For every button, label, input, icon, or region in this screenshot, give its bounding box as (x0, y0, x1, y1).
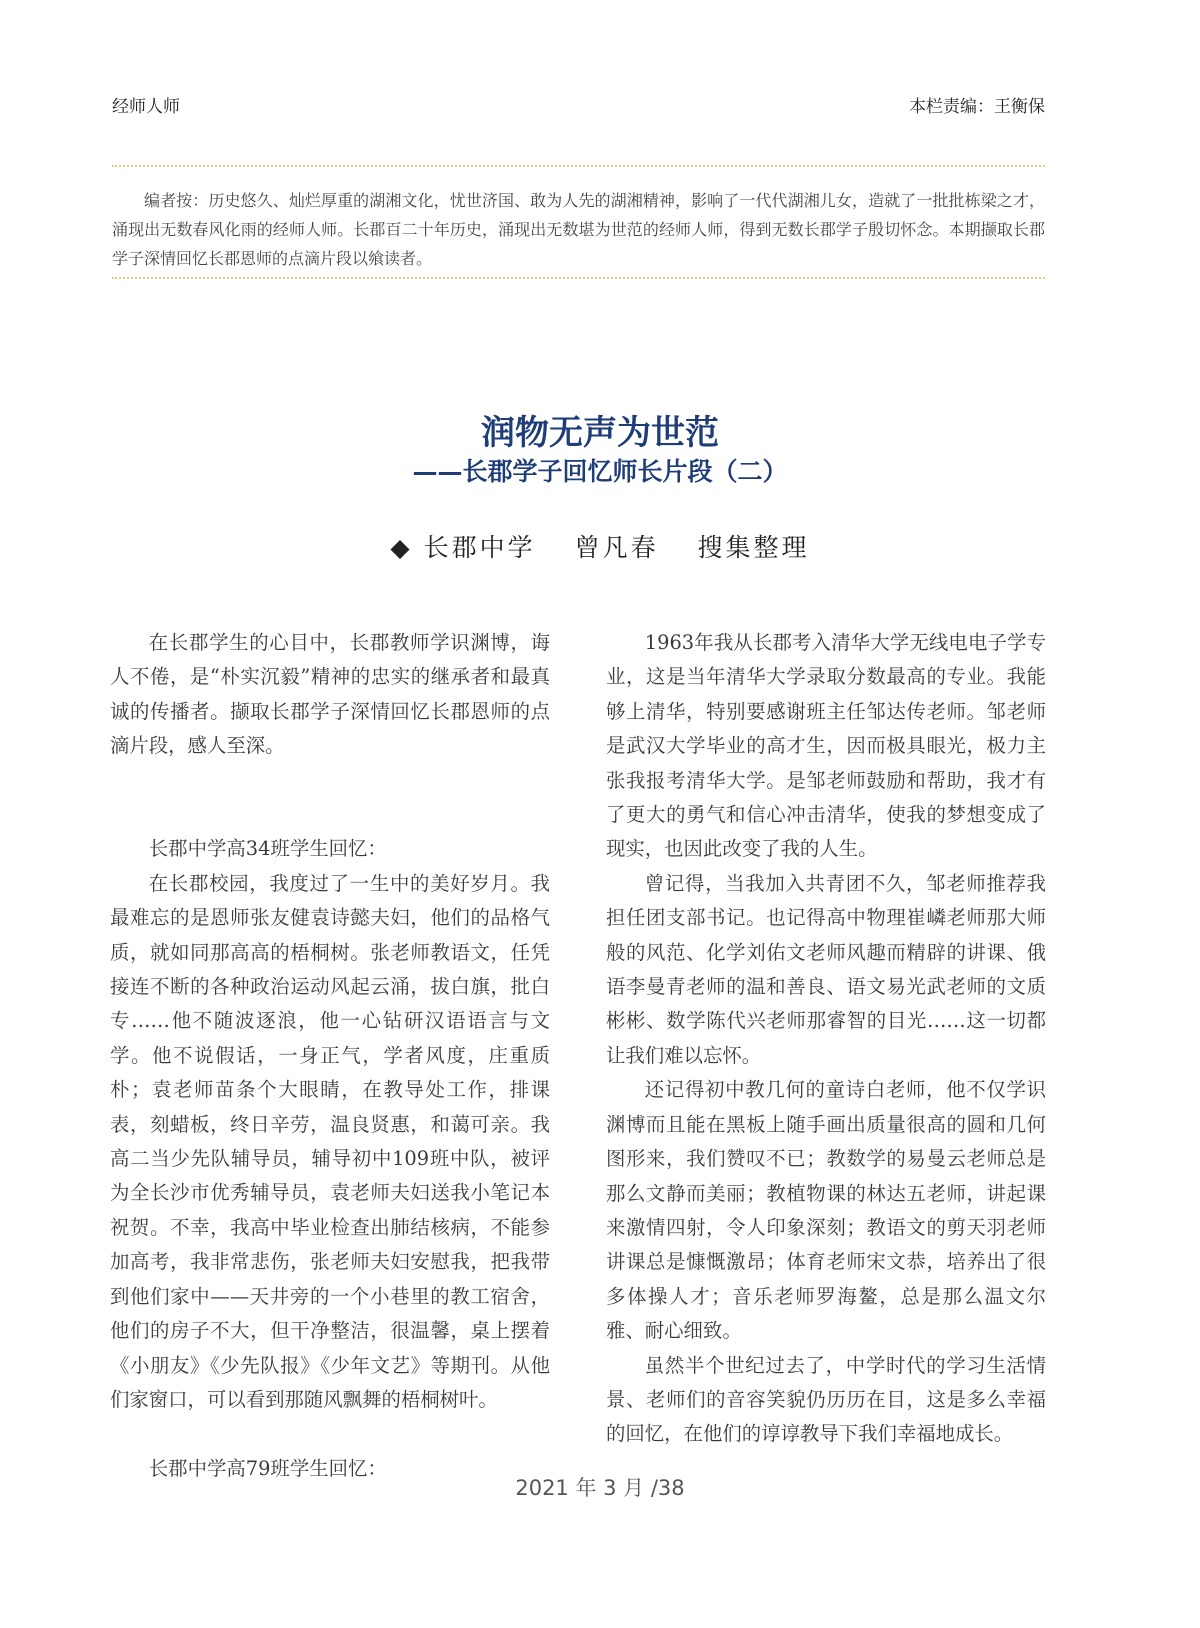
editor-credit: 本栏责编：王衡保 (909, 97, 1045, 117)
left-column (110, 626, 550, 1486)
paragraph: 曾记得，当我加入共青团不久，邹老师推荐我担任团支部书记。也记得高中物理崔嶙老师那大师般的风范、化学刘佑文老师风趣而精辟的讲课、俄语李曼青老师的温和善良、语文易光武老师的文质彬彬、数学陈代兴老师那睿智的目光……这一切都让我们难以忘怀。 (606, 871, 1046, 1067)
section-heading: 长郡中学高34班学生回忆： (148, 837, 387, 861)
section-label: 经师人师 (112, 97, 180, 117)
divider (112, 277, 1045, 279)
paragraph: 在长郡校园，我度过了一生中的美好岁月。我最难忘的是恩师张友健袁诗懿夫妇，他们的品格气质，就如同那高高的梧桐树。张老师教语文，任凭接连不断的各种政治运动风起云涌，拔白旗，批白专……他不随波逐浪，他一心钻研汉语语言与文学。他不说假话，一身正气，学者风度，庄重质朴；袁老师苗条个大眼睛，在教导处工作，排课表，刻蜡板，终日辛劳，温良贤惠，和蔼可亲。我高二当少先队辅导员，辅导初中109班中队，被评为全长沙市优秀辅导员，袁老师夫妇送我小笔记本祝贺。不幸，我高中毕业检查出肺结核病，不能参加高考，我非常悲伤，张老师夫妇安慰我，把我带到他们家中——天井旁的一个小巷里的教工宿舍，他们的房子不大，但干净整洁，很温馨，桌上摆着《小朋友》《少先队报》《少年文艺》等期刊。从他们家窗口，可以看到那随风飘舞的梧桐树叶。 (110, 871, 550, 1411)
paragraph: 还记得初中教几何的童诗白老师，他不仅学识渊博而且能在黑板上随手画出质量很高的圆和几何图形来，我们赞叹不已；教数学的易曼云老师总是那么文静而美丽；教植物课的林达五老师，讲起课来激情四射，令人印象深刻；教语文的剪天羽老师讲课总是慷慨激昂；体育老师宋文恭，培养出了很多体操人才；音乐老师罗海鳌，总是那么温文尔雅、耐心细致。 (606, 1078, 1046, 1343)
byline-school: 长郡中学 (423, 533, 536, 562)
byline-author: 曾凡春 (574, 533, 659, 562)
section-heading: 长郡中学高79班学生回忆： (148, 1456, 387, 1480)
byline (0, 528, 1200, 564)
page-number: 2021 年 3 月 /38 (515, 1476, 685, 1500)
diamond-icon: ◆ (390, 533, 413, 562)
paragraph: 虽然半个世纪过去了，中学时代的学习生活情景、老师们的音容笑貌仍历历在目，这是多么幸福的回忆，在他们的谆谆教导下我们幸福地成长。 (606, 1353, 1046, 1446)
editor-note: 编者按：历史悠久、灿烂厚重的湖湘文化，忧世济国、敢为人先的湖湘精神，影响了一代代湖湘儿女，造就了一批批栋梁之才，涌现出无数春风化雨的经师人师。长郡百二十年历史，涌现出无数堪为世范的经师人师，得到无数长郡学子殷切怀念。本期撷取长郡学子深情回忆长郡恩师的点滴片段以飨读者。 (112, 191, 1045, 268)
divider (112, 165, 1045, 167)
article-subtitle: ——长郡学子回忆师长片段（二） (412, 457, 788, 486)
right-column (606, 626, 1046, 1452)
paragraph: 1963年我从长郡考入清华大学无线电电子学专业，这是当年清华大学录取分数最高的专业。我能够上清华，特别要感谢班主任邹达传老师。邹老师是武汉大学毕业的高才生，因而极具眼光，极力主张我报考清华大学。是邹老师鼓励和帮助，我才有了更大的勇气和信心冲击清华，使我的梦想变成了现实，也因此改变了我的人生。 (606, 631, 1046, 861)
byline-role: 搜集整理 (697, 533, 810, 562)
article-title: 润物无声为世范 (481, 413, 719, 453)
paragraph: 在长郡学生的心目中，长郡教师学识渊博，诲人不倦，是“朴实沉毅”精神的忠实的继承者和最真诚的传播者。撷取长郡学子深情回忆长郡恩师的点滴片段，感人至深。 (110, 631, 550, 758)
